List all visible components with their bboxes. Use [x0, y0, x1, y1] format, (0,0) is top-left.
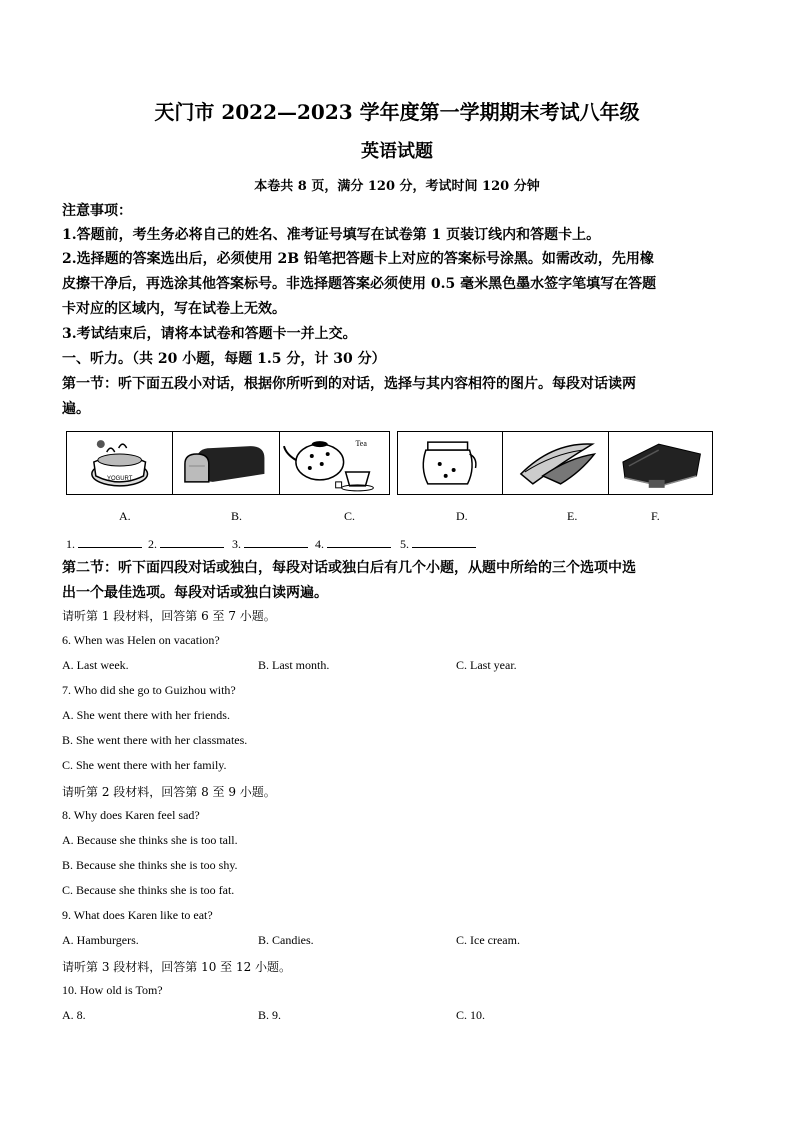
q8-option-a[interactable]: A. Because she thinks she is too tall. [62, 833, 238, 847]
blank-line [327, 535, 391, 548]
notes-heading: 注意事项： [62, 203, 132, 219]
picture-label-f: F. [651, 509, 660, 523]
q7-option-c[interactable]: C. She went there with her family. [62, 758, 227, 772]
picture-label-d: D. [456, 509, 468, 523]
honey-jar-icon [398, 432, 502, 494]
blank-number: 2. [148, 537, 157, 551]
q7-option-b[interactable]: B. She went there with her classmates. [62, 733, 248, 747]
blank-line [160, 535, 224, 548]
blank-number: 3. [232, 537, 241, 551]
answer-blank-3[interactable] [232, 535, 308, 552]
picture-label-e: E. [567, 509, 578, 523]
q9-option-c[interactable]: C. Ice cream. [456, 933, 520, 947]
note-1: 1.答题前，考生务必将自己的姓名、准考证号填写在试卷第 1 页装订线内和答题卡上。 [62, 227, 601, 243]
q7-option-a[interactable]: A. She went there with her friends. [62, 708, 230, 722]
picture-label-a: A. [119, 509, 131, 523]
picture-d [398, 432, 503, 494]
picture-b [173, 432, 279, 494]
answer-blank-1[interactable] [66, 535, 142, 552]
tea-icon [280, 432, 389, 494]
q6-option-a[interactable]: A. Last week. [62, 658, 129, 672]
question-9: 9. What does Karen like to eat? [62, 908, 213, 922]
section-listening-heading: 一、听力。（共 20 小题，每题 1.5 分，计 30 分） [62, 351, 386, 367]
cake-icon [609, 432, 712, 494]
q9-option-b[interactable]: B. Candies. [258, 933, 314, 947]
q10-option-a[interactable]: A. 8. [62, 1008, 86, 1022]
exam-info: 本卷共 8 页，满分 120 分，考试时间 120 分钟 [254, 179, 540, 194]
q9-option-a[interactable]: A. Hamburgers. [62, 933, 139, 947]
part-2-instruction-line-1: 第二节：听下面四段对话或独白，每段对话或独白后有几个小题，从题中所给的三个选项中选 [62, 560, 636, 576]
picture-label-b: B. [231, 509, 243, 523]
exam-title: 天门市 2022—2023 学年度第一学期期末考试八年级 [154, 100, 640, 124]
banana-icon [503, 432, 607, 494]
yogurt-icon [67, 432, 172, 494]
note-2-line-2: 皮擦干净后，再选涂其他答案标号。非选择题答案必须使用 0.5 毫米黑色墨水签字笔填写在答题 [62, 276, 657, 292]
blank-number: 4. [315, 537, 324, 551]
picture-group-left [66, 431, 390, 495]
answer-blank-2[interactable] [148, 535, 224, 552]
material-3-instruction: 请听第 3 段材料，回答第 10 至 12 小题。 [62, 960, 292, 974]
material-2-instruction: 请听第 2 段材料，回答第 8 至 9 小题。 [62, 785, 276, 799]
blank-line [78, 535, 142, 548]
q10-option-b[interactable]: B. 9. [258, 1008, 282, 1022]
note-2-line-3: 卡对应的区域内，写在试卷上无效。 [62, 301, 286, 317]
picture-a [67, 432, 173, 494]
q8-option-b[interactable]: B. Because she thinks she is too shy. [62, 858, 238, 872]
blank-number: 1. [66, 537, 75, 551]
yogurt-caption: YOGURT [106, 475, 133, 482]
q10-option-c[interactable]: C. 10. [456, 1008, 486, 1022]
question-8: 8. Why does Karen feel sad? [62, 808, 200, 822]
exam-subtitle: 英语试题 [361, 141, 433, 162]
picture-label-c: C. [344, 509, 356, 523]
bread-icon [173, 432, 278, 494]
question-6: 6. When was Helen on vacation? [62, 633, 220, 647]
picture-f [609, 432, 712, 494]
note-3: 3.考试结束后，请将本试卷和答题卡一并上交。 [62, 326, 357, 342]
picture-e [503, 432, 608, 494]
part-2-instruction-line-2: 出一个最佳选项。每段对话或独白读两遍。 [62, 585, 328, 601]
q8-option-c[interactable]: C. Because she thinks she is too fat. [62, 883, 235, 897]
part-1-instruction-line-1: 第一节：听下面五段小对话，根据你所听到的对话，选择与其内容相符的图片。每段对话读两 [62, 376, 636, 392]
q6-option-c[interactable]: C. Last year. [456, 658, 517, 672]
picture-c [280, 432, 389, 494]
answer-blank-4[interactable] [315, 535, 391, 552]
picture-group-right [397, 431, 713, 495]
blank-number: 5. [400, 537, 409, 551]
tea-caption: Tea [355, 439, 367, 449]
material-1-instruction: 请听第 1 段材料，回答第 6 至 7 小题。 [62, 609, 276, 623]
question-7: 7. Who did she go to Guizhou with? [62, 683, 236, 697]
blank-line [244, 535, 308, 548]
q6-option-b[interactable]: B. Last month. [258, 658, 330, 672]
note-2-line-1: 2.选择题的答案选出后，必须使用 2B 铅笔把答题卡上对应的答案标号涂黑。如需改动，先用橡 [62, 251, 654, 267]
answer-blank-5[interactable] [400, 535, 476, 552]
blank-line [412, 535, 476, 548]
part-1-instruction-line-2: 遍。 [62, 401, 90, 417]
question-10: 10. How old is Tom? [62, 983, 163, 997]
